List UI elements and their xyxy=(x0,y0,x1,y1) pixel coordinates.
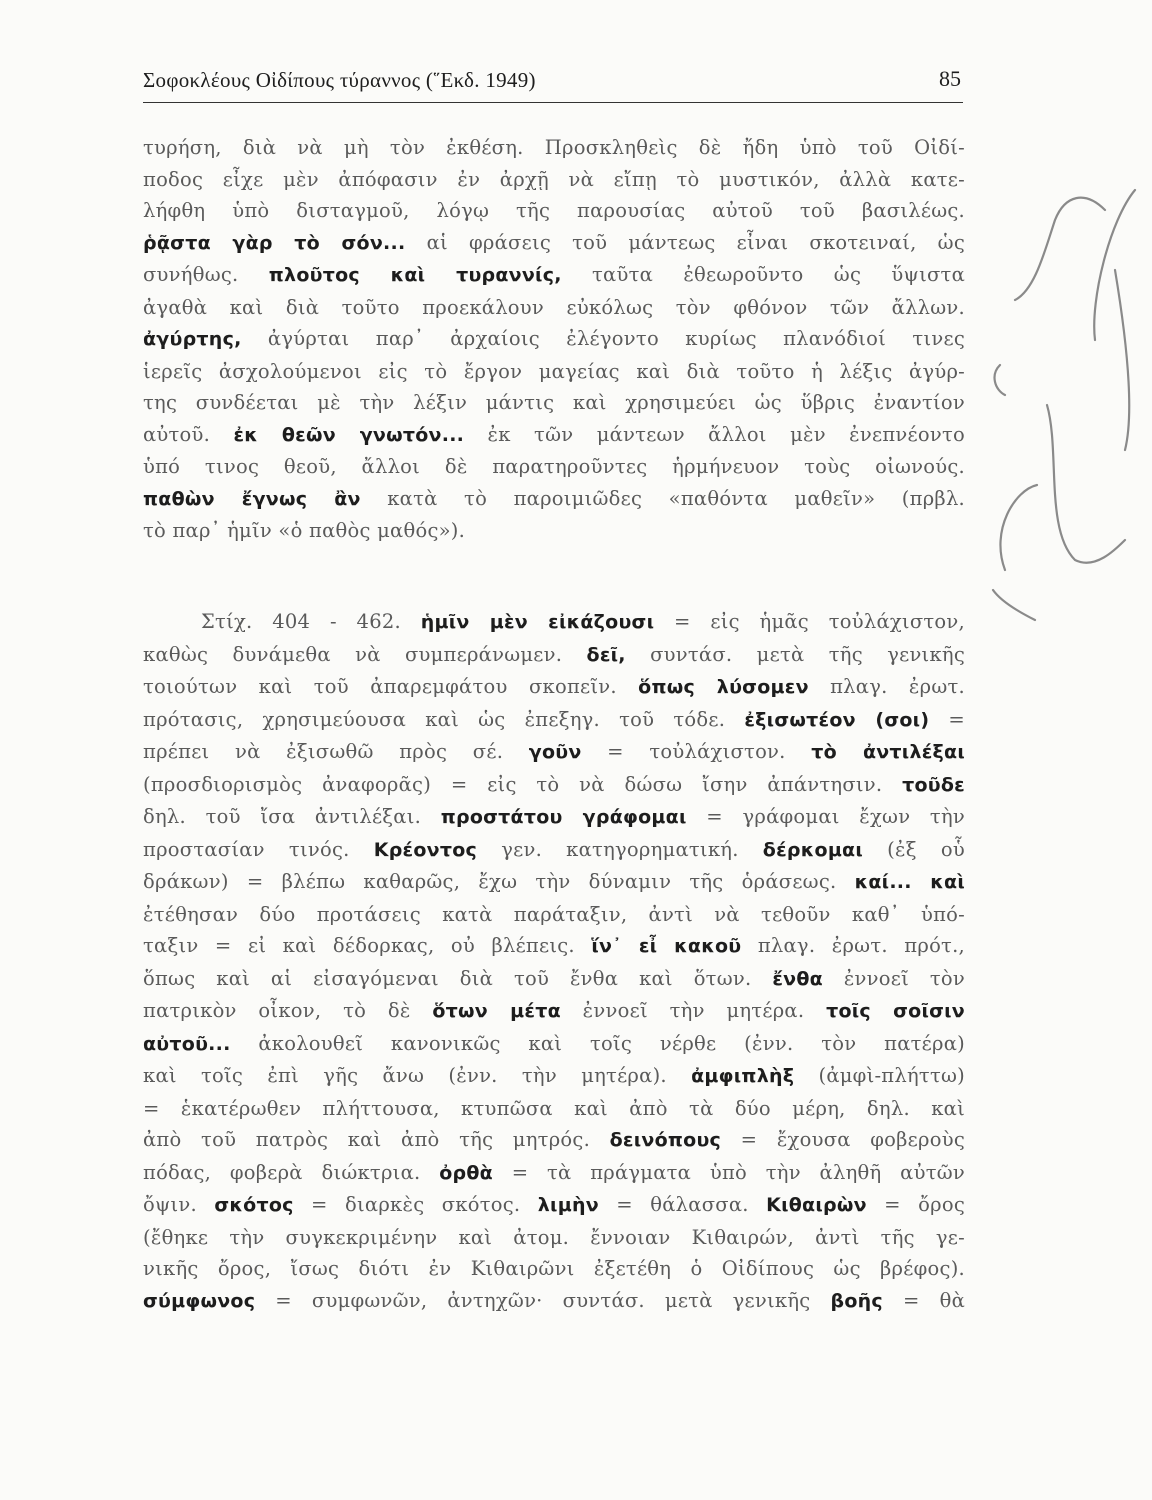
text-line xyxy=(143,1124,965,1157)
commentary-text: συντάσ. μετὰ τῆς γενικῆς xyxy=(625,642,965,666)
text-line xyxy=(143,736,965,769)
handwritten-margin-annotation xyxy=(975,150,1150,670)
commentary-text: = τὰ πράγματα ὑπὸ τὴν ἀληθῆ αὐτῶν xyxy=(492,1160,965,1184)
lemma-term: ὅπως λύσομεν xyxy=(638,676,809,698)
lemma-term: ὀρθὰ xyxy=(439,1161,493,1184)
commentary-text: πρότασις, χρησιμεύουσα καὶ ὡς ἐπεξηγ. τοῦ τόδε. xyxy=(143,707,745,731)
text-line xyxy=(143,995,965,1028)
lemma-term: σύμφωνος xyxy=(143,1289,256,1312)
commentary-text: = γράφομαι ἔχων τὴν xyxy=(686,805,965,828)
lemma-term: βοῆς xyxy=(830,1289,883,1312)
text-line xyxy=(143,451,965,483)
commentary-text: Στίχ. 404 - 462. xyxy=(201,610,421,633)
text-line xyxy=(143,930,965,963)
lemma-term: ἔνθα xyxy=(772,967,823,990)
text-line xyxy=(143,259,965,292)
lemma-term: δέρκομαι xyxy=(762,838,864,861)
text-line xyxy=(143,387,965,419)
text-line xyxy=(143,834,965,867)
commentary-text: ἐτέθησαν δύο προτάσεις κατὰ παράταξιν, ἀντὶ νὰ τεθοῦν καθ᾽ ὑπό- xyxy=(143,902,965,926)
commentary-text: δηλ. τοῦ ἴσα ἀντιλέξαι. xyxy=(143,805,441,828)
commentary-text: ὄψιν. xyxy=(143,1193,215,1216)
lemma-term: τὸ ἀντιλέξαι xyxy=(811,741,965,763)
lemma-term: σκότος xyxy=(214,1194,294,1216)
text-line xyxy=(143,1189,965,1222)
commentary-text: πατρικὸν οἶκον, τὸ δὲ xyxy=(143,999,433,1022)
commentary-text: = θὰ xyxy=(882,1288,965,1312)
text-line xyxy=(143,1222,965,1254)
commentary-text: ταξιν = εἰ καὶ δέδορκας, οὐ βλέπεις. xyxy=(143,934,592,957)
text-line xyxy=(143,801,965,834)
text-line xyxy=(143,356,965,388)
text-line xyxy=(143,1093,965,1125)
lemma-term: ἀμφιπλὴξ xyxy=(691,1065,795,1087)
commentary-text: πόδας, φοβερὰ διώκτρια. xyxy=(143,1160,440,1184)
lemma-term: τοῖς σοῖσιν xyxy=(826,1000,965,1022)
commentary-text: καθὼς δυνάμεθα νὰ συμπεράνωμεν. xyxy=(143,642,587,666)
text-line xyxy=(143,963,965,996)
commentary-text: κατὰ τὸ παροιμιῶδες «παθόντα μαθεῖν» (πρβλ. xyxy=(360,486,965,510)
commentary-text: αἱ φράσεις τοῦ μάντεως εἶναι σκοτειναί, ὡς xyxy=(405,230,965,254)
commentary-text: λήφθη ὑπὸ δισταγμοῦ, λόγῳ τῆς παρουσίας αὐτοῦ τοῦ βασιλέως. xyxy=(143,199,965,222)
commentary-text: ἐννοεῖ τὴν μητέρα. xyxy=(560,999,827,1022)
lemma-term: ἐξισωτέον (σοι) xyxy=(744,708,930,731)
text-line xyxy=(143,1285,965,1318)
text-line xyxy=(143,866,965,899)
commentary-text: τοιούτων καὶ τοῦ ἀπαρεμφάτου σκοπεῖν. xyxy=(143,675,639,698)
commentary-text: = ἔχουσα φοβεροὺς xyxy=(721,1128,965,1151)
text-line xyxy=(143,704,965,737)
text-line xyxy=(143,899,965,931)
text-line xyxy=(143,1253,965,1285)
commentary-text: ἐννοεῖ τὸν xyxy=(822,966,965,990)
commentary-text: = τοὐλάχιστον. xyxy=(581,740,812,763)
lemma-term: τοῦδε xyxy=(902,773,965,796)
commentary-text: = ὄρος xyxy=(866,1193,965,1216)
page-number: 85 xyxy=(939,66,961,91)
commentary-text: ταῦτα ἐθεωροῦντο ὡς ὕψιστα xyxy=(561,263,965,286)
commentary-text: δράκων) = βλέπω καθαρῶς, ἔχω τὴν δύναμιν τῆς ὁράσεως. xyxy=(143,870,855,893)
text-line xyxy=(143,639,965,672)
text-line xyxy=(143,1157,965,1190)
commentary-text: προστασίαν τινός. xyxy=(143,837,374,861)
lemma-term: δεῖ, xyxy=(586,643,626,666)
commentary-text: ἀκολουθεῖ κανονικῶς καὶ τοῖς νέρθε (ἐνν. τὸν πατέρα) xyxy=(230,1031,965,1055)
commentary-text: (ἐξ οὗ xyxy=(863,837,965,861)
text-line xyxy=(143,1028,965,1061)
text-line xyxy=(143,606,965,639)
commentary-text: (ἀμφὶ-πλήττω) xyxy=(794,1064,965,1087)
text-line xyxy=(143,164,965,196)
commentary-text: αὐτοῦ. xyxy=(143,422,234,446)
commentary-text: ἐκ τῶν μάντεων ἄλλοι μὲν ἐνεπνέοντο xyxy=(464,422,965,446)
lemma-term: ῥᾷστα γὰρ τὸ σόν... xyxy=(143,231,406,254)
commentary-text: ἀγαθὰ καὶ διὰ τοῦτο προεκάλουν εὐκόλως τὸν φθόνον τῶν ἄλλων. xyxy=(143,295,965,319)
lemma-term: προστάτου γράφομαι xyxy=(440,806,687,828)
commentary-text: ὅπως καὶ αἱ εἰσαγόμεναι διὰ τοῦ ἔνθα καὶ ὅτων. xyxy=(143,966,773,990)
text-line xyxy=(143,195,965,227)
commentary-paragraph-2 xyxy=(143,606,965,1317)
commentary-text: καὶ τοῖς ἐπὶ γῆς ἄνω (ἐνν. τὴν μητέρα). xyxy=(143,1064,692,1087)
running-title: Σοφοκλέους Οἰδίπους τύραννος (῞Εκδ. 1949) xyxy=(143,68,536,92)
commentary-text: ἀγύρται παρ᾽ ἀρχαίοις ἐλέγοντο κυρίως πλανόδιοί τινες xyxy=(241,327,965,350)
lemma-term: Κιθαιρὼν xyxy=(766,1194,867,1216)
commentary-text: = ἑκατέρωθεν πλήττουσα, κτυπῶσα καὶ ἀπὸ τὰ δύο μέρη, δηλ. καὶ xyxy=(143,1096,965,1120)
commentary-text: τυρήση, διὰ νὰ μὴ τὸν ἐκθέση. Προσκληθεὶς δὲ ἤδη ὑπὸ τοῦ Οἰδί- xyxy=(143,136,965,159)
commentary-text: ἱερεῖς ἀσχολούμενοι εἰς τὸ ἔργον μαγείας καὶ διὰ τοῦτο ἡ λέξις ἀγύρ- xyxy=(143,359,965,383)
lemma-term: γοῦν xyxy=(528,741,582,763)
commentary-text: τὸ παρ᾽ ἡμῖν «ὁ παθὸς μαθός»). xyxy=(143,519,466,542)
text-line xyxy=(143,419,965,452)
commentary-text: συνήθως. xyxy=(143,263,269,286)
commentary-text: = συμφωνῶν, ἀντηχῶν· συντάσ. μετὰ γενικῆς xyxy=(255,1288,831,1312)
lemma-term: ἵν᾽ εἶ κακοῦ xyxy=(591,935,742,957)
text-line xyxy=(143,323,965,356)
lemma-term: Κρέοντος xyxy=(373,838,478,861)
lemma-term: πλοῦτος καὶ τυραννίς, xyxy=(268,264,562,286)
lemma-term: αὐτοῦ... xyxy=(143,1032,231,1055)
lemma-term: ἡμῖν μὲν εἰκάζουσι xyxy=(420,611,655,633)
commentary-text: πλαγ. ἐρωτ. πρότ., xyxy=(741,934,965,957)
commentary-text: (ἔθηκε τὴν συγκεκριμένην καὶ ἀτομ. ἔννοιαν Κιθαιρών, ἀντὶ τῆς γε- xyxy=(143,1225,965,1249)
lemma-term: ἐκ θεῶν γνωτόν... xyxy=(233,423,465,446)
lemma-term: λιμὴν xyxy=(537,1194,599,1216)
commentary-text: ὑπό τινος θεοῦ, ἄλλοι δὲ παρατηροῦντες ἡρμήνευον τοὺς οἰωνούς. xyxy=(143,455,965,478)
commentary-text: της συνδέεται μὲ τὴν λέξιν μάντις καὶ χρησιμεύει ὡς ὕβρις ἐναντίον xyxy=(143,391,965,414)
commentary-paragraph-1 xyxy=(143,132,965,547)
text-line xyxy=(143,1060,965,1093)
text-line xyxy=(143,769,965,802)
lemma-term: ὅτων μέτα xyxy=(432,1000,561,1022)
text-line xyxy=(143,292,965,324)
commentary-text: ποδος εἶχε μὲν ἀπόφασιν ἐν ἀρχῇ νὰ εἴπῃ τὸ μυστικόν, ἀλλὰ κατε- xyxy=(143,167,965,191)
lemma-term: δεινόπους xyxy=(609,1129,722,1151)
text-line xyxy=(143,483,965,516)
commentary-text: πρέπει νὰ ἐξισωθῶ πρὸς σέ. xyxy=(143,740,529,763)
text-line xyxy=(143,671,965,704)
commentary-text: = θάλασσα. xyxy=(598,1193,767,1216)
lemma-term: παθὼν ἔγνως ἂν xyxy=(143,487,361,510)
text-line xyxy=(143,515,965,547)
commentary-text: = xyxy=(929,707,965,731)
commentary-text: πλαγ. ἐρωτ. xyxy=(808,675,965,698)
text-line xyxy=(143,227,965,260)
commentary-text: = διαρκὲς σκότος. xyxy=(293,1193,538,1216)
commentary-text: ἀπὸ τοῦ πατρὸς καὶ ἀπὸ τῆς μητρός. xyxy=(143,1128,610,1151)
lemma-term: ἀγύρτης, xyxy=(143,328,242,350)
commentary-text: = εἰς ἡμᾶς τοὐλάχιστον, xyxy=(654,610,965,633)
commentary-text: νικῆς ὄρος, ἴσως διότι ἐν Κιθαιρῶνι ἐξετέθη ὁ Οἰδίπους ὡς βρέφος). xyxy=(143,1257,965,1280)
lemma-term: καί... καὶ xyxy=(854,871,965,893)
running-header xyxy=(143,66,963,103)
text-line xyxy=(143,132,965,164)
commentary-text: (προσδιορισμὸς ἀναφορᾶς) = εἰς τὸ νὰ δώσω ἴσην ἀπάντησιν. xyxy=(143,772,903,796)
commentary-text: γεν. κατηγορηματική. xyxy=(477,837,763,861)
